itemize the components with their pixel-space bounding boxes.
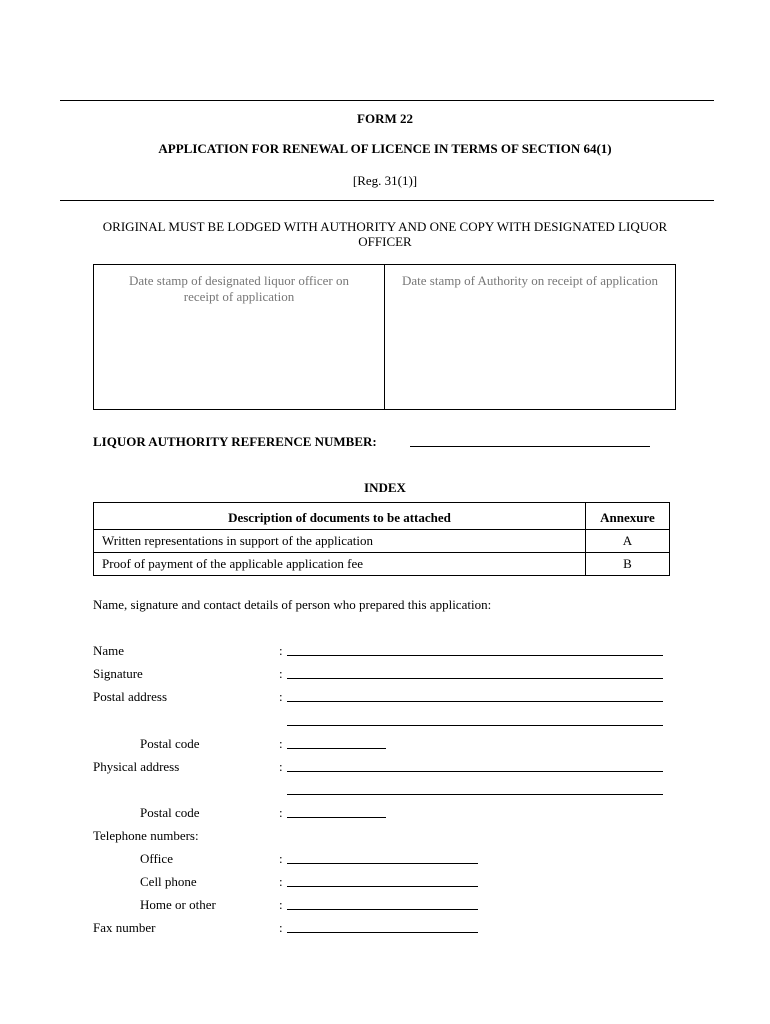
cell-phone-colon: : <box>279 874 283 889</box>
signature-colon: : <box>279 666 283 681</box>
annexure-header: Annexure <box>586 503 670 530</box>
office-colon: : <box>279 851 283 866</box>
name-field[interactable] <box>287 655 663 656</box>
table-header-row <box>94 503 670 530</box>
cell-phone-field[interactable] <box>287 886 478 887</box>
physical-postal-code-colon: : <box>279 805 283 820</box>
document-description: Written representations in support of the application <box>94 530 586 553</box>
index-table <box>93 502 670 576</box>
postal-code-label: Postal code <box>140 736 200 751</box>
description-header: Description of documents to be attached <box>94 503 586 530</box>
reference-number-label: LIQUOR AUTHORITY REFERENCE NUMBER: <box>93 434 377 449</box>
physical-postal-code-field[interactable] <box>287 817 386 818</box>
header-bottom-rule <box>60 200 714 201</box>
cell-phone-label: Cell phone <box>140 874 197 889</box>
office-label: Office <box>140 851 173 866</box>
form-number: FORM 22 <box>357 111 413 126</box>
signature-field[interactable] <box>287 678 663 679</box>
table-row <box>94 530 670 553</box>
signature-label: Signature <box>93 666 143 681</box>
telephone-numbers-label: Telephone numbers: <box>93 828 199 843</box>
fax-number-field[interactable] <box>287 932 478 933</box>
fax-number-colon: : <box>279 920 283 935</box>
authority-stamp-area: Date stamp of Authority on receipt of application <box>402 273 658 288</box>
postal-address-field-line-2[interactable] <box>287 725 663 726</box>
home-or-other-colon: : <box>279 897 283 912</box>
home-or-other-field[interactable] <box>287 909 478 910</box>
lodging-note: ORIGINAL MUST BE LODGED WITH AUTHORITY AND ONE COPY WITH DESIGNATED LIQUOR OFFICER <box>102 219 668 249</box>
document-description: Proof of payment of the applicable application fee <box>94 553 586 576</box>
annexure-letter: A <box>586 530 670 553</box>
postal-address-colon: : <box>279 689 283 704</box>
postal-address-field[interactable] <box>287 701 663 702</box>
annexure-letter: B <box>586 553 670 576</box>
table-row <box>94 553 670 576</box>
office-phone-field[interactable] <box>287 863 478 864</box>
postal-address-label: Postal address <box>93 689 168 704</box>
physical-postal-code-label: Postal code <box>140 805 200 820</box>
physical-address-label: Physical address <box>93 759 180 774</box>
home-or-other-label: Home or other <box>140 897 216 912</box>
physical-address-field[interactable] <box>287 771 663 772</box>
postal-code-colon: : <box>279 736 283 751</box>
officer-stamp-area: Date stamp of designated liquor officer on receipt of application <box>94 265 385 409</box>
index-title: INDEX <box>364 480 406 495</box>
fax-number-label: Fax number <box>93 920 156 935</box>
physical-address-colon: : <box>279 759 283 774</box>
regulation-reference: [Reg. 31(1)] <box>352 173 418 188</box>
date-stamp-box <box>93 264 676 410</box>
reference-number-field[interactable] <box>410 446 650 447</box>
name-label: Name <box>93 643 125 658</box>
top-rule <box>60 100 714 101</box>
physical-address-field-line-2[interactable] <box>287 794 663 795</box>
preparer-intro: Name, signature and contact details of person who prepared this application: <box>93 597 492 612</box>
postal-code-field[interactable] <box>287 748 386 749</box>
name-colon: : <box>279 643 283 658</box>
form-title: APPLICATION FOR RENEWAL OF LICENCE IN TERMS OF SECTION 64(1) <box>158 141 612 156</box>
